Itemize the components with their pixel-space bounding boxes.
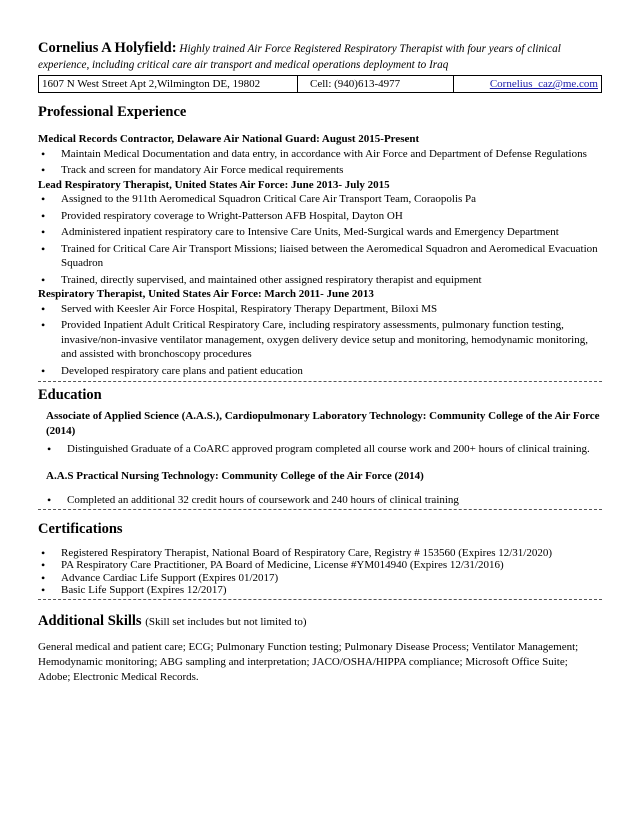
list-item: • Basic Life Support (Expires 12/2017) — [38, 584, 602, 597]
contact-address: 1607 N West Street Apt 2,Wilmington DE, 19802 — [39, 76, 298, 92]
skills-heading-text: Additional Skills — [38, 612, 142, 629]
job-bullets — [38, 147, 602, 178]
list-item: • Track and screen for mandatory Air Force medical requirements — [38, 163, 602, 178]
contact-phone: Cell: (940)613-4977 — [298, 76, 454, 92]
skills-subheading: (Skill set includes but not limited to) — [145, 615, 307, 628]
list-item: • Distinguished Graduate of a CoARC approved program completed all course work and 200+ hours of clinical training. — [44, 442, 602, 457]
job-title: Medical Records Contractor, Delaware Air National Guard: August 2015-Present — [38, 133, 420, 145]
degree-1: Associate of Applied Science (A.A.S.), Cardiopulmonary Laboratory Technology: Community College of the Air Force (2014) — [46, 410, 600, 437]
experience-heading: Professional Experience — [38, 104, 187, 120]
list-item: • Completed an additional 32 credit hours of coursework and 240 hours of clinical training — [44, 493, 602, 508]
list-item: • Maintain Medical Documentation and data entry, in accordance with Air Force and Department of Defense Regulations — [38, 147, 602, 162]
job-3 — [38, 287, 602, 378]
list-item: • Assigned to the 911th Aeromedical Squadron Critical Care Air Transport Team, Coraopolis Pa — [38, 192, 602, 207]
resume-header — [38, 40, 602, 73]
degree-2: A.A.S Practical Nursing Technology: Community College of the Air Force (2014) — [46, 469, 424, 482]
list-item: • Served with Keesler Air Force Hospital, Respiratory Therapy Department, Biloxi MS — [38, 302, 602, 317]
list-item: • Trained, directly supervised, and maintained other assigned respiratory therapist and equipment — [38, 273, 602, 288]
job-bullets — [38, 192, 602, 287]
list-item: • Registered Respiratory Therapist, National Board of Respiratory Care, Registry # 153560 (Expires 12/31/2020) — [38, 547, 602, 560]
list-item: • Provided respiratory coverage to Wright-Patterson AFB Hospital, Dayton OH — [38, 209, 602, 224]
job-1 — [38, 132, 602, 178]
candidate-tagline: Highly trained Air Force Registered Respiratory Therapist with four years of clinical experience, including critical care air transport and medical operations deployment to Iraq — [38, 43, 561, 71]
list-item: • PA Respiratory Care Practitioner, PA Board of Medicine, License #YM014940 (Expires 12/31/2016) — [38, 559, 602, 572]
list-item: • Advance Cardiac Life Support (Expires 01/2017) — [38, 572, 602, 585]
education-heading: Education — [38, 387, 102, 403]
degree-2-bullets — [38, 493, 602, 508]
job-title: Lead Respiratory Therapist, United States Air Force: June 2013- July 2015 — [38, 178, 390, 191]
list-item: • Provided Inpatient Adult Critical Respiratory Care, including respiratory assessments, pulmonary function testing, invasive/non-invasive ventilator management, oxygen delivery device setup and monitoring, hemodynamic monitoring, and assisted with bronchoscopy procedures — [38, 318, 602, 362]
contact-email-link[interactable]: Cornelius_caz@me.com — [489, 78, 598, 90]
certifications-heading: Certifications — [38, 520, 123, 537]
certifications-list — [38, 547, 602, 597]
contact-row — [38, 75, 602, 93]
job-title: Respiratory Therapist, United States Air Force: March 2011- June 2013 — [38, 288, 374, 300]
list-item: • Trained for Critical Care Air Transport Missions; liaised between the Aeromedical Squadron and Aeromedical Evacuation Squadron — [38, 242, 602, 271]
job-2 — [38, 178, 602, 288]
job-bullets — [38, 302, 602, 379]
skills-heading — [38, 612, 602, 631]
skills-text: General medical and patient care; ECG; Pulmonary Function testing; Pulmonary Disease Process; Ventilator Management; Hemodynamic monitoring; ABG sampling and interpretation; JACO/OSHA/HIPPA compliance; Microsoft Office Suite; Adobe; Electronic Medical Records. — [38, 640, 579, 683]
section-divider — [38, 381, 602, 382]
list-item: • Administered inpatient respiratory care to Intensive Care Units, Med-Surgical wards and Emergency Department — [38, 225, 602, 240]
candidate-name: Cornelius A Holyfield: — [38, 40, 177, 56]
section-divider — [38, 599, 602, 600]
degree-1-bullets — [38, 442, 602, 457]
section-divider — [38, 509, 602, 510]
list-item: • Developed respiratory care plans and patient education — [38, 364, 602, 379]
resume-page — [38, 40, 602, 685]
